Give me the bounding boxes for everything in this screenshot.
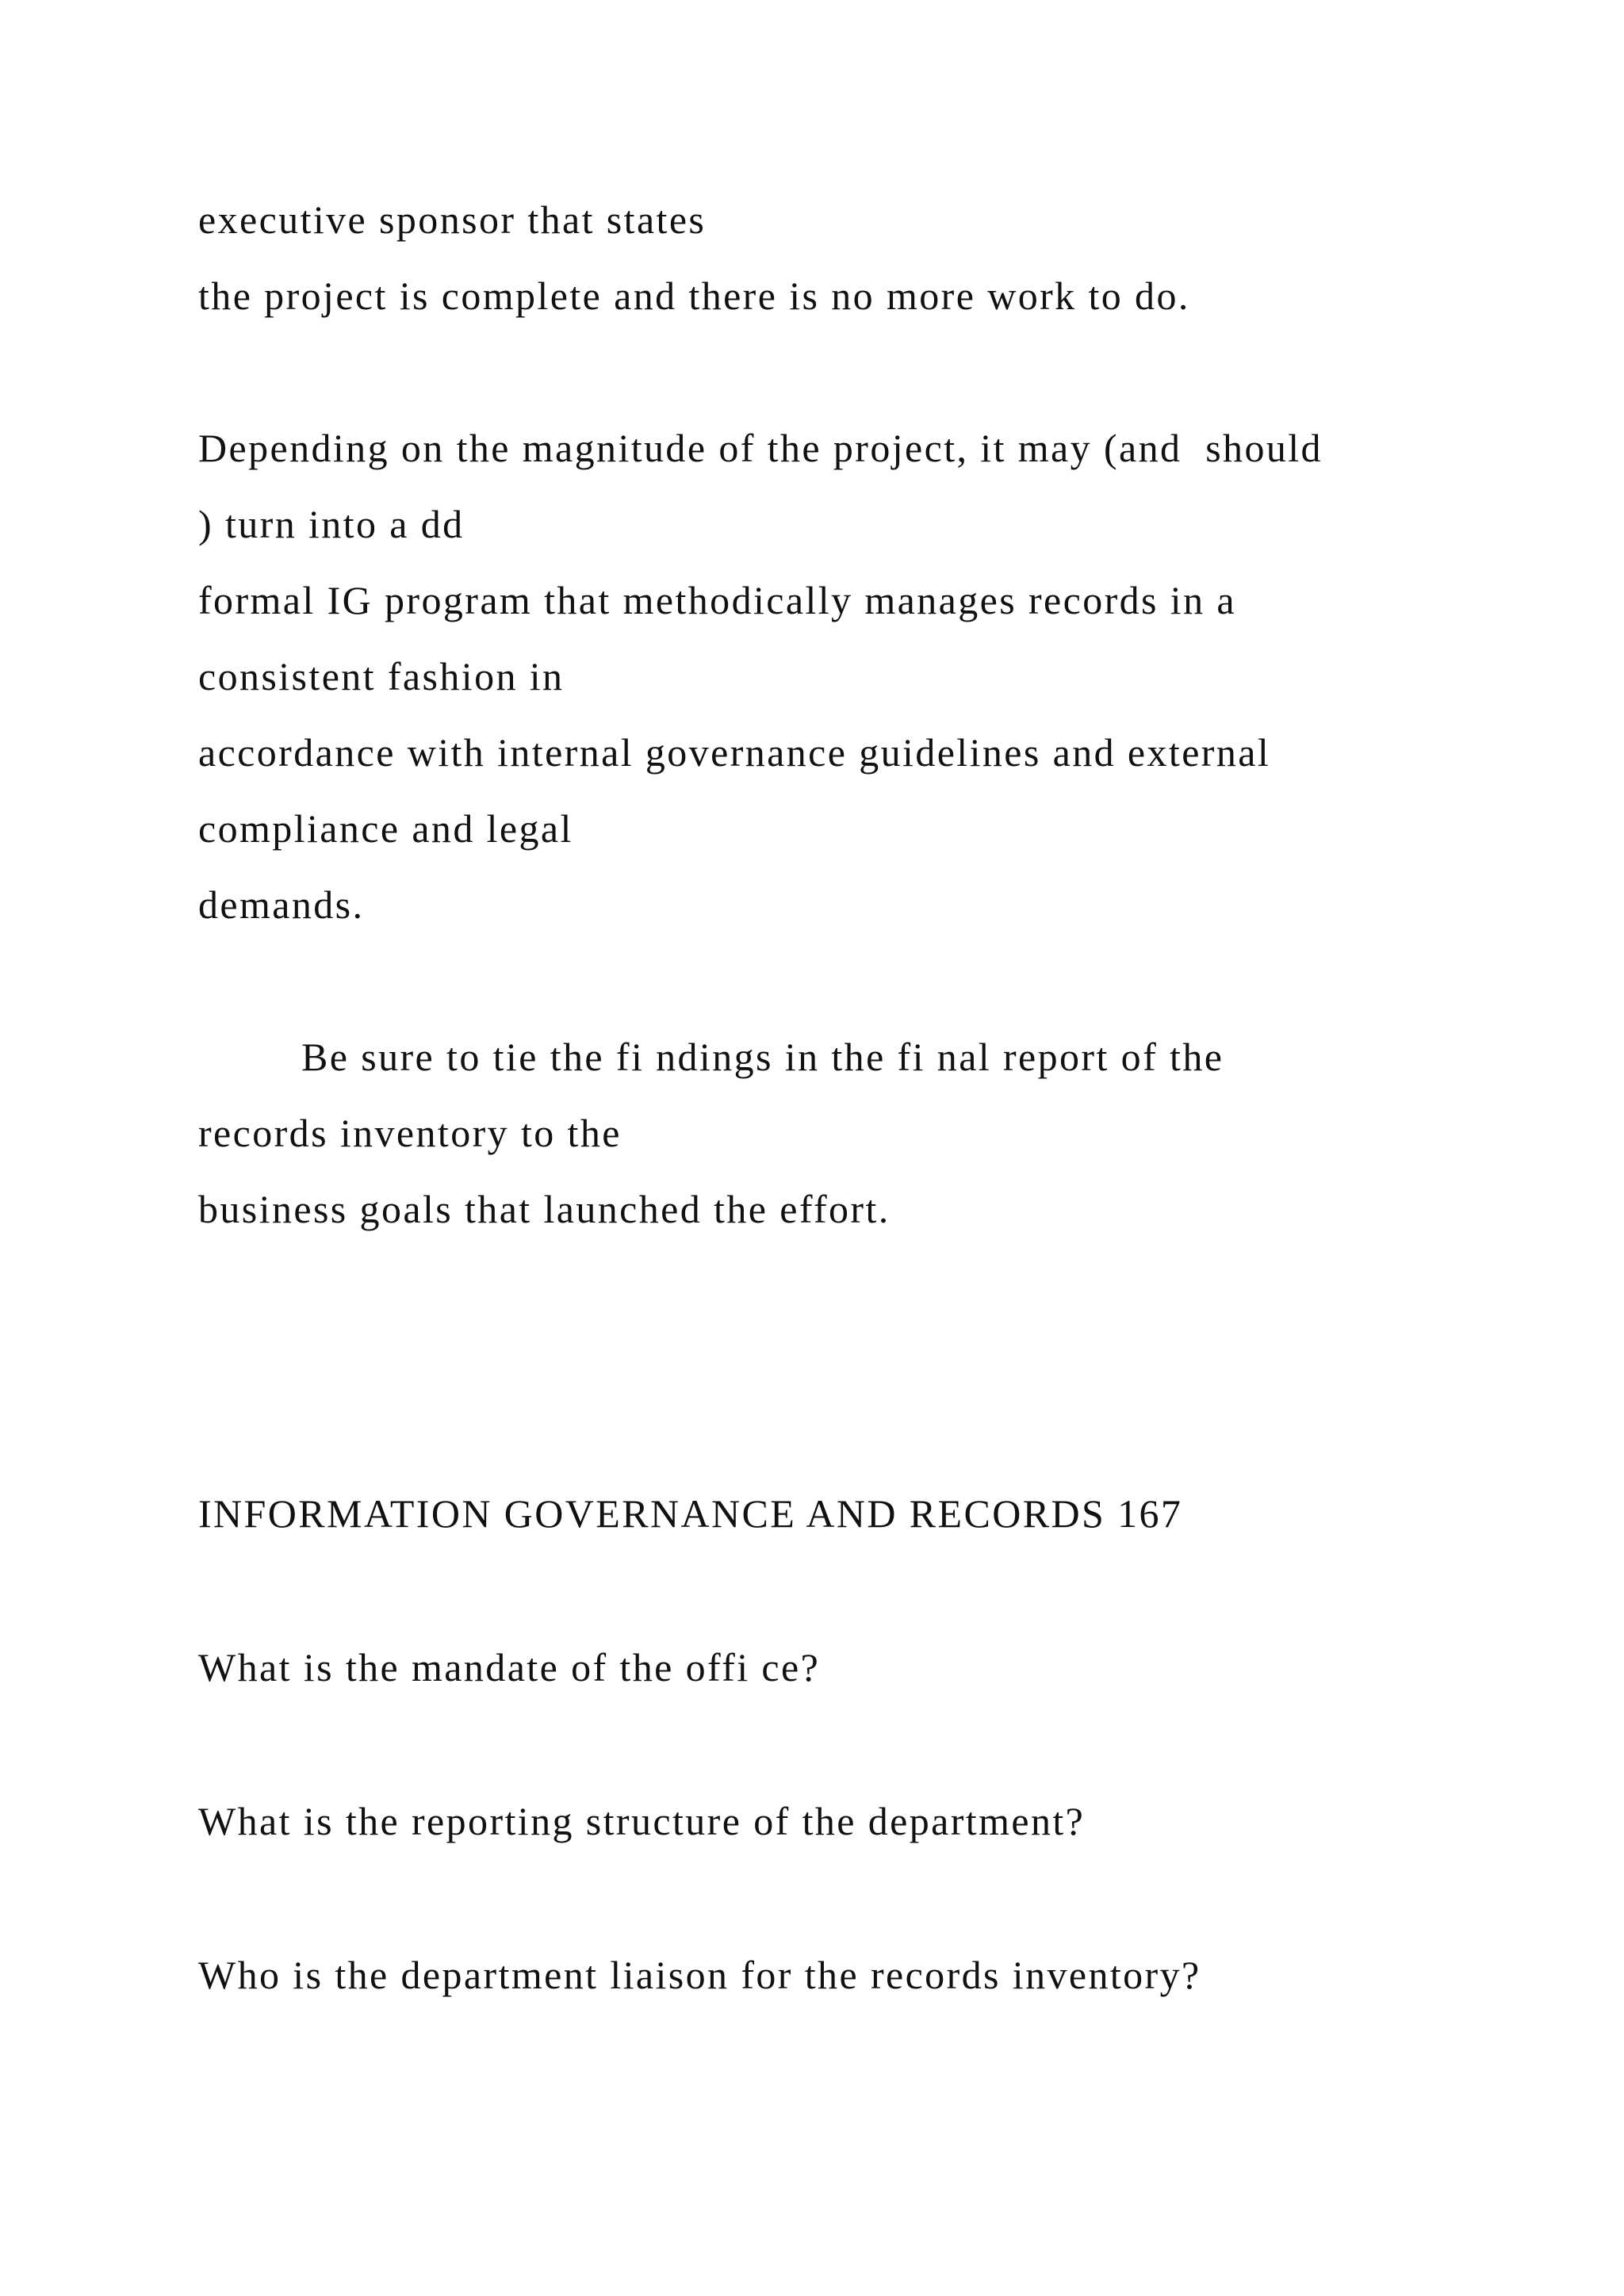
text-line: records inventory to the [198, 1111, 622, 1155]
text-line: compliance and legal [198, 806, 573, 851]
question-line: What is the mandate of the offi ce? [198, 1645, 821, 1689]
text-line: consistent fashion in [198, 654, 565, 698]
question-line: Who is the department liaison for the records inventory? [198, 1953, 1201, 1997]
section-heading: INFORMATION GOVERNANCE AND RECORDS 167 [198, 1491, 1183, 1536]
text-line: executive sponsor that states [198, 197, 707, 242]
text-line: demands. [198, 882, 365, 927]
text-line: formal IG program that methodically manages records in a [198, 578, 1236, 622]
text-line: the project is complete and there is no more work to do. [198, 274, 1190, 318]
text-line: ) turn into a dd [198, 502, 465, 546]
question-line: What is the reporting structure of the department? [198, 1799, 1086, 1843]
text-line: Be sure to tie the fi ndings in the fi nal report of the [301, 1035, 1224, 1079]
text-line: business goals that launched the effort. [198, 1187, 891, 1231]
text-line: Depending on the magnitude of the project, it may (and should [198, 426, 1323, 470]
text-line: accordance with internal governance guidelines and external [198, 730, 1271, 775]
